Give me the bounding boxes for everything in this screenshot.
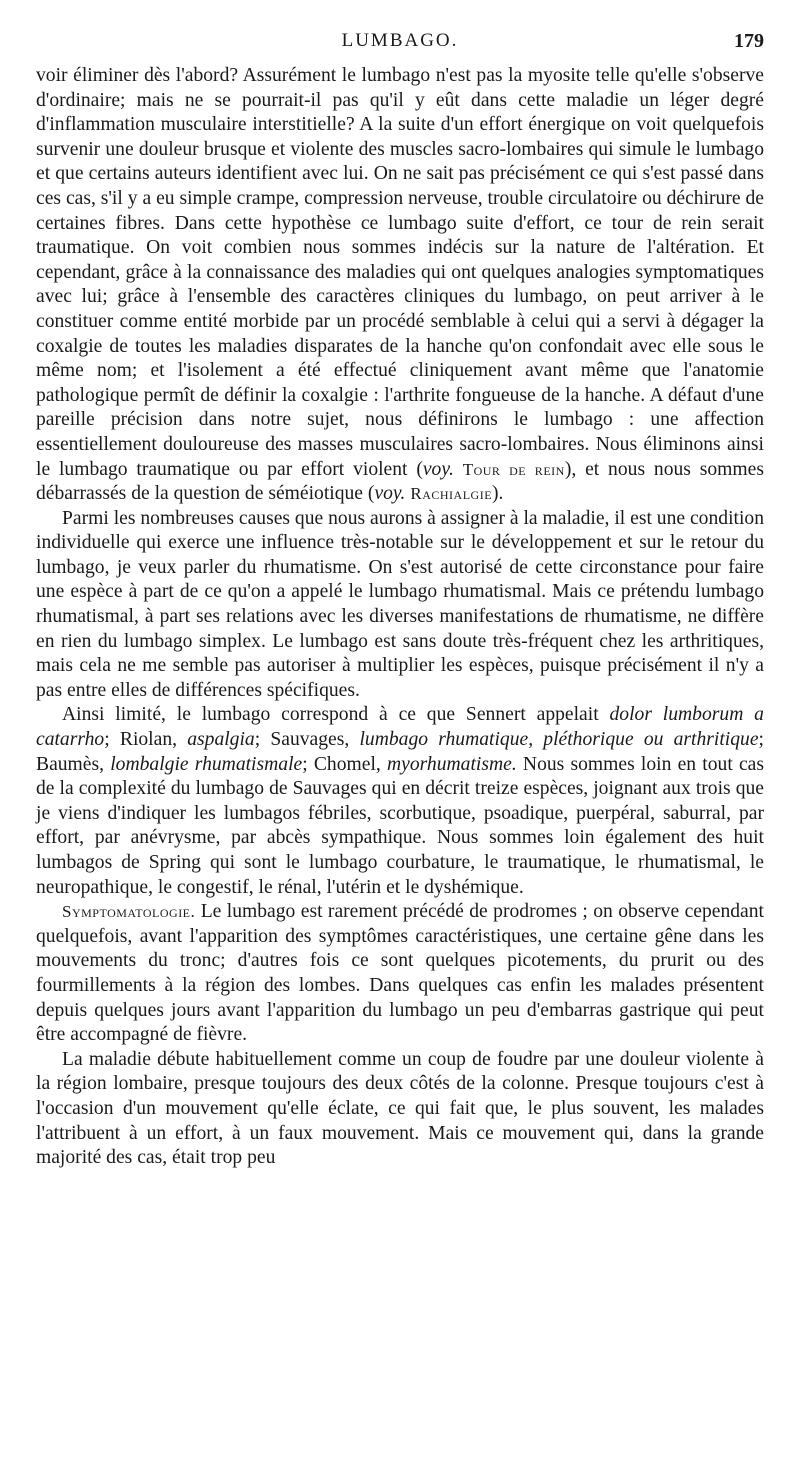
paragraph: [36, 64, 764, 507]
text-segment: ; Baumès,: [36, 729, 764, 775]
text-segment: Nous sommes loin en tout cas de la complexité du lumbago de Sauvages qui en décrit treize espèces, joignant aux trois que je viens d'indiquer les lumbagos fébriles, scorbutique, psoadique, puerpéral, saburral, par effort, par anévrysme, par abcès sympathique. Nous sommes loin également des huit lumbagos de Spring qui sont le lumbago courbature, le traumatique, le rhumatismal, le neuropathique, le congestif, le rénal, l'utérin et le dyshémique.: [36, 753, 765, 898]
text-segment: [454, 459, 463, 480]
text-segment: ; Chomel,: [302, 753, 388, 775]
page-number: 179: [734, 30, 764, 52]
body-text: [36, 64, 764, 1171]
paragraph: [36, 1048, 764, 1171]
text-segment: ; Riolan,: [104, 729, 188, 751]
italic-text: myorhumatisme.: [387, 753, 517, 775]
paragraph: [36, 507, 764, 704]
text-segment: Le lumbago est rarement précédé de prodromes ; on observe cependant quelquefois, avant l'apparition des symptômes caractéristiques, une certaine gêne dans les mouvements du tronc; d'autres fois ce sont quelques picotements, du prurit ou des fourmillements à la région des lombes. Dans quelques cas enfin les malades présentent depuis quelques jours avant l'apparition du lumbago un peu d'embarras gastrique qui peut être accompagné de fièvre.: [36, 901, 764, 1046]
italic-text: voy.: [374, 483, 406, 505]
paragraph: [36, 703, 764, 900]
italic-text: lumbago rhumatique, pléthorique ou arthritique: [359, 729, 759, 751]
italic-text: voy.: [422, 458, 454, 480]
small-caps-text: Symptomatologie.: [62, 902, 196, 922]
page-header: [36, 30, 764, 56]
running-title: LUMBAGO.: [341, 30, 459, 51]
text-segment: ), et nous nous sommes débarrassés de la question de séméiotique (: [36, 458, 764, 505]
italic-text: dolor lumborum a catarrho: [36, 704, 764, 751]
text-segment: La maladie débute habituellement comme un coup de foudre par une douleur violente à la région lombaire, presque toujours des deux côtés de la colonne. Presque toujours c'est à l'occasion d'un mouvement qu'elle éclate, ce qui fait que, le plus souvent, les malades l'attribuent à un effort, à un faux mouvement. Mais ce mouvement qui, dans la grande majorité des cas, était trop peu: [36, 1048, 764, 1169]
text-segment: Parmi les nombreuses causes que nous aurons à assigner à la maladie, il est une condition individuelle qui exerce une influence très-notable sur le développement et sur le retour du lumbago, je veux parler du rhumatisme. On s'est autorisé de cette circonstance pour faire une espèce à part de ce qu'on a appelé le lumbago rhumatismal. Mais ce prétendu lumbago rhumatismal, à part ses relations avec les diverses manifestations de rhumatisme, ne diffère en rien du lumbago simplex. Le lumbago est sans doute très-fréquent chez les arthritiques, mais cela ne me semble pas autoriser à multiplier les espèces, puisque précisément il n'y a pas entre elles de différences spécifiques.: [36, 507, 764, 701]
text-segment: voir éliminer dès l'abord? Assurément le lumbago n'est pas la myosite telle qu'elle s'observe d'ordinaire; mais ne se pourrait-il pas qu'il y eût dans cette maladie un léger degré d'inflammation musculaire interstitielle? A la suite d'un effort énergique on voit quelquefois survenir une douleur brusque et violente des muscles sacro-lombaires qui simule le lumbago et que certains auteurs identifient avec lui. On ne sait pas précisément ce qui s'est passé dans ces cas, s'il y a eu simple crampe, compression nerveuse, trouble circulatoire ou déchirure de certaines fibres. Dans cette hypothèse ce lumbago suite d'effort, ce tour de rein serait traumatique. On voit combien nous sommes indécis sur la nature de l'altération. Et cependant, grâce à la connaissance des maladies qui ont quelques analogies symptomatiques avec lui; grâce à l'ensemble des caractères cliniques du lumbago, on peut arriver à le constituer comme entité morbide par un procédé semblable à celui qui a servi à dégager la coxalgie de toutes les maladies disparates de la hanche qu'on confondait avec elle sous le même nom; et l'isolement a été effectué cliniquement avant même que l'anatomie pathologique permît de définir la coxalgie : l'arthrite fongueuse de la hanche. A défaut d'une pareille précision dans notre sujet, nous définirons le lumbago : une affection essentiellement douloureuse des masses musculaires sacro-lombaires. Nous éliminons ainsi le lumbago traumatique ou par effort violent (: [36, 65, 764, 480]
text-segment: Ainsi limité, le lumbago correspond à ce que Sennert appelait: [62, 704, 610, 726]
text-segment: ; Sauvages,: [254, 729, 360, 751]
small-caps-text: Rachialgie: [410, 484, 493, 504]
italic-text: lombalgie rhumatismale: [110, 753, 303, 775]
italic-text: aspalgia: [187, 729, 255, 751]
paragraph: [36, 900, 764, 1048]
small-caps-text: Tour de rein: [462, 459, 565, 479]
text-segment: ).: [492, 483, 504, 505]
